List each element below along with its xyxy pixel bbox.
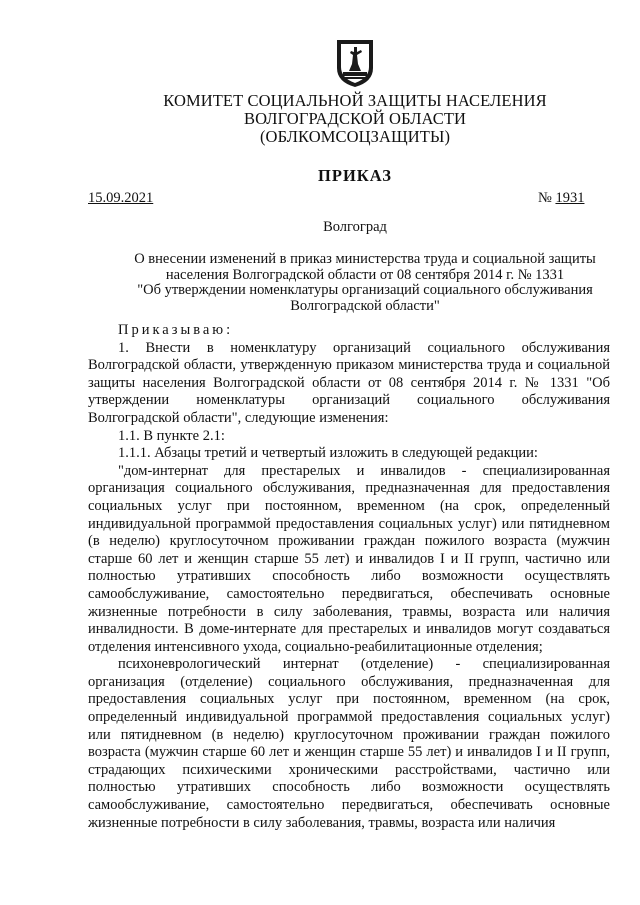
organization-header xyxy=(0,92,640,146)
coat-of-arms-icon xyxy=(335,38,375,88)
number-sign: № xyxy=(538,190,552,206)
subject-line-1: О внесении изменений в приказ министерства труда и социальной защиты xyxy=(134,251,596,267)
order-subject xyxy=(110,252,620,314)
item-1: 1. Внести в номенклатуру организаций социального обслуживания Волгоградской области, утвержденную приказом министерства труда и социальной защиты населения Волгоградской области от 08 сентября 2014 г. № 1331 "Об утверждении номенклатуры организаций социального обслуживания Волгоградской области", следующие изменения: xyxy=(88,339,610,426)
city-name: Волгоград xyxy=(323,219,387,235)
header-line-2: ВОЛГОГРАДСКОЙ ОБЛАСТИ xyxy=(243,109,467,128)
order-word: Приказываю: xyxy=(118,322,234,338)
order-number-value: 1931 xyxy=(555,190,585,206)
header-line-3: (ОБЛКОМСОЦЗАЩИТЫ) xyxy=(259,127,451,146)
paragraph-nursing-home: "дом-интернат для престарелых и инвалидов - специализированная организация социального обслуживания, предназначенная для предоставления социальных услуг при постоянном, временном (на срок, определенный индивидуальной программой предоставления социальных услуг) или пятидневном (в неделю) круглосуточном проживании граждан пожилого возраста (мужчин старше 60 лет и женщин старше 55 лет) и инвалидов I и II групп, частично или полностью утративших способность либо возможности осуществлять самообслуживание, самостоятельно передвигаться, обеспечивать основные жизненные потребности в силу заболевания, травмы, возраста или наличия инвалидности. В доме-интернате для престарелых и инвалидов могут создаваться отделения интенсивного ухода, социально-реабилитационные отделения; xyxy=(88,462,610,655)
document-type-title: ПРИКАЗ xyxy=(318,166,392,185)
subject-line-3: "Об утверждении номенклатуры организаций социального обслуживания xyxy=(137,282,593,298)
item-1-1-1: 1.1.1. Абзацы третий и четвертый изложить в следующей редакции: xyxy=(118,445,538,462)
order-number xyxy=(538,190,584,207)
order-body xyxy=(88,322,610,832)
order-date: 15.09.2021 xyxy=(88,190,154,206)
subject-line-2: населения Волгоградской области от 08 сентября 2014 г. № 1331 xyxy=(165,266,565,283)
item-1-1: 1.1. В пункте 2.1: xyxy=(118,427,225,444)
paragraph-psychoneurological: психоневрологический интернат (отделение) - специализированная организация (отделение) социального обслуживания, предназначенная для предоставления социальных услуг при постоянном, временном (на срок, определенный индивидуальной программой предоставления социальных услуг) или пятидневном (в неделю) круглосуточном проживании граждан пожилого возраста (мужчин старше 60 лет и женщин старше 55 лет) и инвалидов I и II групп, страдающих психическими хроническими расстройствами, частично или полностью утративших способность либо возможности осуществлять самообслуживание, самостоятельно передвигаться, обеспечивать основные жизненные потребности в силу заболевания, травмы, возраста или наличия xyxy=(88,656,610,831)
subject-line-4: Волгоградской области" xyxy=(290,297,440,314)
header-line-1: КОМИТЕТ СОЦИАЛЬНОЙ ЗАЩИТЫ НАСЕЛЕНИЯ xyxy=(163,91,547,110)
